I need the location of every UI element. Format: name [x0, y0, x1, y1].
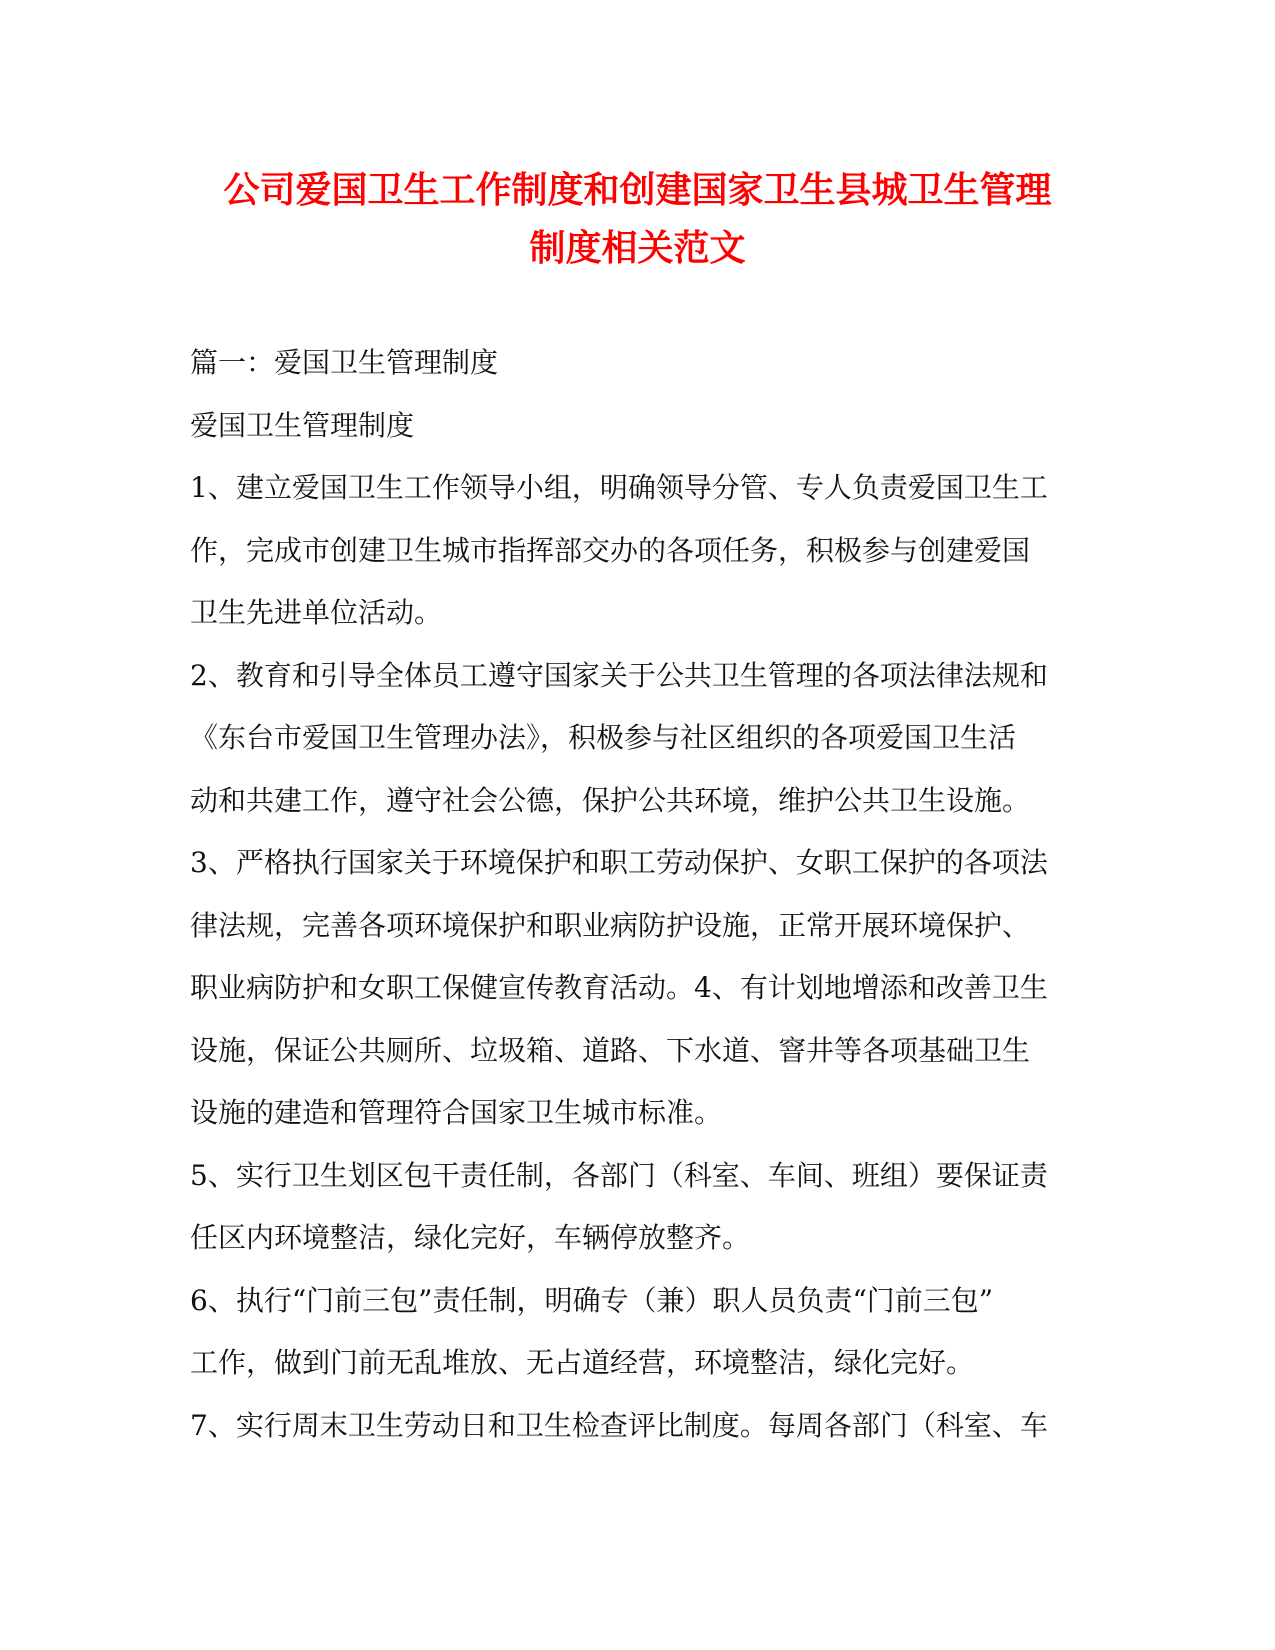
- body-line: 律法规，完善各项环境保护和职业病防护设施，正常开展环境保护、: [190, 908, 1031, 942]
- body-line: 1、建立爱国卫生工作领导小组，明确领导分管、专人负责爱国卫生工: [190, 471, 1048, 504]
- body-line: 2、教育和引导全体员工遵守国家关于公共卫生管理的各项法律法规和: [190, 658, 1048, 692]
- document-title-line-2: 制度相关范文: [529, 227, 746, 269]
- body-line: 动和共建工作，遵守社会公德，保护公共环境，维护公共卫生设施。: [190, 783, 1031, 817]
- document-body: [190, 332, 1090, 1457]
- body-line: 卫生先进单位活动。: [190, 596, 443, 629]
- body-line: 7、实行周末卫生劳动日和卫生检查评比制度。每周各部门（科室、车: [190, 1408, 1048, 1442]
- body-line: 5、实行卫生划区包干责任制，各部门（科室、车间、班组）要保证责: [190, 1158, 1048, 1192]
- body-line: 篇一：爱国卫生管理制度: [190, 346, 499, 379]
- body-line: 设施，保证公共厕所、垃圾箱、道路、下水道、窨井等各项基础卫生: [190, 1033, 1031, 1067]
- body-line: 工作，做到门前无乱堆放、无占道经营，环境整洁，绿化完好。: [190, 1346, 975, 1379]
- document-title-line-1: 公司爱国卫生工作制度和创建国家卫生县城卫生管理: [223, 169, 1052, 211]
- body-line: 《东台市爱国卫生管理办法》，积极参与社区组织的各项爱国卫生活: [190, 721, 1017, 754]
- body-line: 设施的建造和管理符合国家卫生城市标准。: [190, 1096, 723, 1129]
- body-line: 作，完成市创建卫生城市指挥部交办的各项任务，积极参与创建爱国: [190, 533, 1031, 567]
- body-line: 任区内环境整洁，绿化完好，车辆停放整齐。: [190, 1221, 751, 1254]
- body-line: 6、执行“门前三包”责任制，明确专（兼）职人员负责“门前三包”: [190, 1283, 994, 1317]
- body-line: 职业病防护和女职工保健宣传教育活动。4、有计划地增添和改善卫生: [190, 971, 1048, 1004]
- body-line: 爱国卫生管理制度: [190, 408, 415, 442]
- body-line: 3、严格执行国家关于环境保护和职工劳动保护、女职工保护的各项法: [190, 846, 1048, 879]
